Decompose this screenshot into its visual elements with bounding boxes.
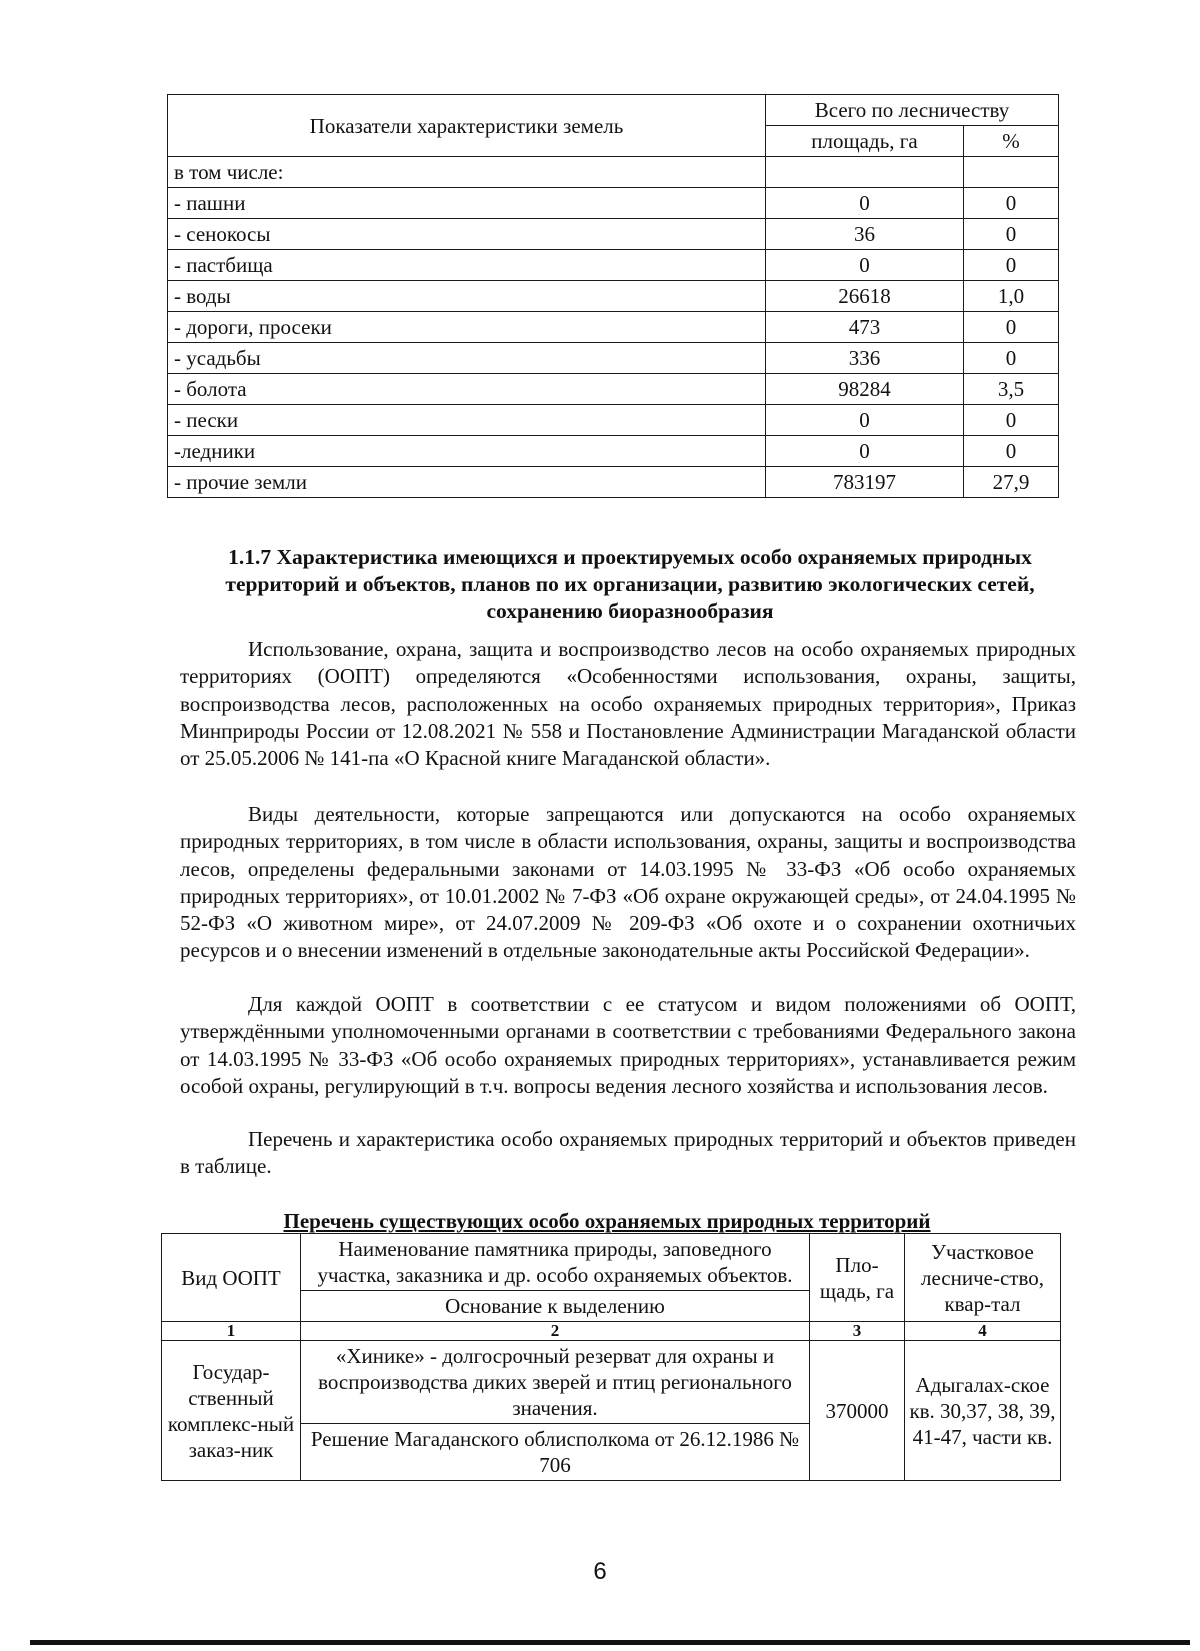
header-indicator: Показатели характеристики земель — [168, 95, 766, 157]
header-type: Вид ООПТ — [162, 1234, 301, 1322]
header-area: Пло-щадь, га — [810, 1234, 905, 1322]
header-area: площадь, га — [766, 126, 964, 157]
column-number: 1 — [162, 1322, 301, 1341]
row-area: 0 — [766, 250, 964, 281]
table-row — [168, 374, 1059, 405]
cell-name: «Хинике» - долгосрочный резерват для охраны и воспроизводства диких зверей и птиц регионального значения. — [301, 1341, 810, 1424]
row-label: - сенокосы — [168, 219, 766, 250]
table-header-row — [168, 95, 1059, 126]
table-row — [168, 312, 1059, 343]
table-row — [168, 281, 1059, 312]
table-row — [168, 467, 1059, 498]
table-row — [168, 219, 1059, 250]
row-area: 36 — [766, 219, 964, 250]
row-area: 0 — [766, 405, 964, 436]
header-forestry: Участковое лесниче-ство, квар-тал — [905, 1234, 1061, 1322]
column-number: 3 — [810, 1322, 905, 1341]
table-row — [162, 1341, 1061, 1424]
land-characteristics-table — [167, 94, 1059, 498]
oopt-table-title: Перечень существующих особо охраняемых природных территорий — [283, 1209, 931, 1233]
row-area: 336 — [766, 343, 964, 374]
row-label: - пастбища — [168, 250, 766, 281]
row-area: 0 — [766, 436, 964, 467]
row-area: 98284 — [766, 374, 964, 405]
row-percent: 0 — [964, 436, 1059, 467]
row-label: - усадьбы — [168, 343, 766, 374]
row-percent: 1,0 — [964, 281, 1059, 312]
paragraph: Перечень и характеристика особо охраняемых природных территорий и объектов приведен в таблице. — [180, 1127, 1076, 1179]
paragraph: Виды деятельности, которые запрещаются или допускаются на особо охраняемых природных территориях, в том числе в области использования, охраны, защиты и воспроизводства лесов, определены федеральными законами от 14.03.1995 № 33-ФЗ «Об особо охраняемых природных территориях», от 10.01.2002 № 7-ФЗ «Об охране окружающей среды», от 24.04.1995 № 52-ФЗ «О животном мире», от 24.07.2009 № 209-ФЗ «Об охоте и о сохранении охотничьих ресурсов и о внесении изменений в отдельные законодательные акты Российской Федерации». — [180, 802, 1076, 963]
bottom-rule — [30, 1640, 1190, 1645]
table-header-row — [162, 1234, 1061, 1291]
row-area: 26618 — [766, 281, 964, 312]
oopt-table — [161, 1233, 1061, 1481]
row-label: - дороги, просеки — [168, 312, 766, 343]
row-label: в том числе: — [168, 157, 766, 188]
page-number: 6 — [593, 1558, 607, 1585]
section-title-line: сохранению биоразнообразия — [486, 599, 774, 623]
header-percent: % — [964, 126, 1059, 157]
row-label: - болота — [168, 374, 766, 405]
table-row — [168, 405, 1059, 436]
row-percent: 0 — [964, 219, 1059, 250]
header-total: Всего по лесничеству — [766, 95, 1059, 126]
paragraph: Использование, охрана, защита и воспроизводство лесов на особо охраняемых природных территориях (ООПТ) определяются «Особенностями использования, охраны, защиты, воспроизводства лесов, расположенных на особо охраняемых природных территория», Приказ Минприроды России от 12.08.2021 № 558 и Постановление Администрации Магаданской области от 25.05.2006 № 141-па «О Красной книге Магаданской области». — [180, 637, 1076, 771]
row-label: - пашни — [168, 188, 766, 219]
row-label: - прочие земли — [168, 467, 766, 498]
table-row — [168, 188, 1059, 219]
header-name: Наименование памятника природы, заповедного участка, заказника и др. особо охраняемых объектов. — [301, 1234, 810, 1291]
row-area — [766, 157, 964, 188]
column-number: 4 — [905, 1322, 1061, 1341]
table-row — [168, 157, 1059, 188]
section-title-line: 1.1.7 Характеристика имеющихся и проектируемых особо охраняемых природных — [228, 545, 1032, 569]
cell-area: 370000 — [810, 1341, 905, 1481]
row-area: 473 — [766, 312, 964, 343]
row-percent: 0 — [964, 250, 1059, 281]
row-percent: 0 — [964, 405, 1059, 436]
land-table-body — [168, 157, 1059, 498]
column-number-row — [162, 1322, 1061, 1341]
cell-basis: Решение Магаданского облисполкома от 26.12.1986 № 706 — [301, 1424, 810, 1481]
row-area: 783197 — [766, 467, 964, 498]
cell-type: Государ-ственный комплекс-ный заказ-ник — [162, 1341, 301, 1481]
cell-forestry: Адыгалах-ское кв. 30,37, 38, 39, 41-47, части кв. — [905, 1341, 1061, 1481]
section-title — [180, 544, 1080, 625]
header-basis: Основание к выделению — [301, 1291, 810, 1322]
table-row — [168, 250, 1059, 281]
row-percent: 0 — [964, 343, 1059, 374]
row-percent: 27,9 — [964, 467, 1059, 498]
row-label: - пески — [168, 405, 766, 436]
table-row — [168, 343, 1059, 374]
row-percent — [964, 157, 1059, 188]
table-row — [168, 436, 1059, 467]
row-label: - воды — [168, 281, 766, 312]
section-title-line: территорий и объектов, планов по их организации, развитию экологических сетей, — [225, 572, 1035, 596]
column-number: 2 — [301, 1322, 810, 1341]
row-percent: 0 — [964, 188, 1059, 219]
row-percent: 3,5 — [964, 374, 1059, 405]
paragraph: Для каждой ООПТ в соответствии с ее статусом и видом положениями об ООПТ, утверждёнными уполномоченными органами в соответствии с требованиями Федерального закона от 14.03.1995 № 33-ФЗ «Об особо охраняемых природных территориях», устанавливается режим особой охраны, регулирующий в т.ч. вопросы ведения лесного хозяйства и использования лесов. — [180, 992, 1076, 1098]
row-label: -ледники — [168, 436, 766, 467]
row-percent: 0 — [964, 312, 1059, 343]
row-area: 0 — [766, 188, 964, 219]
